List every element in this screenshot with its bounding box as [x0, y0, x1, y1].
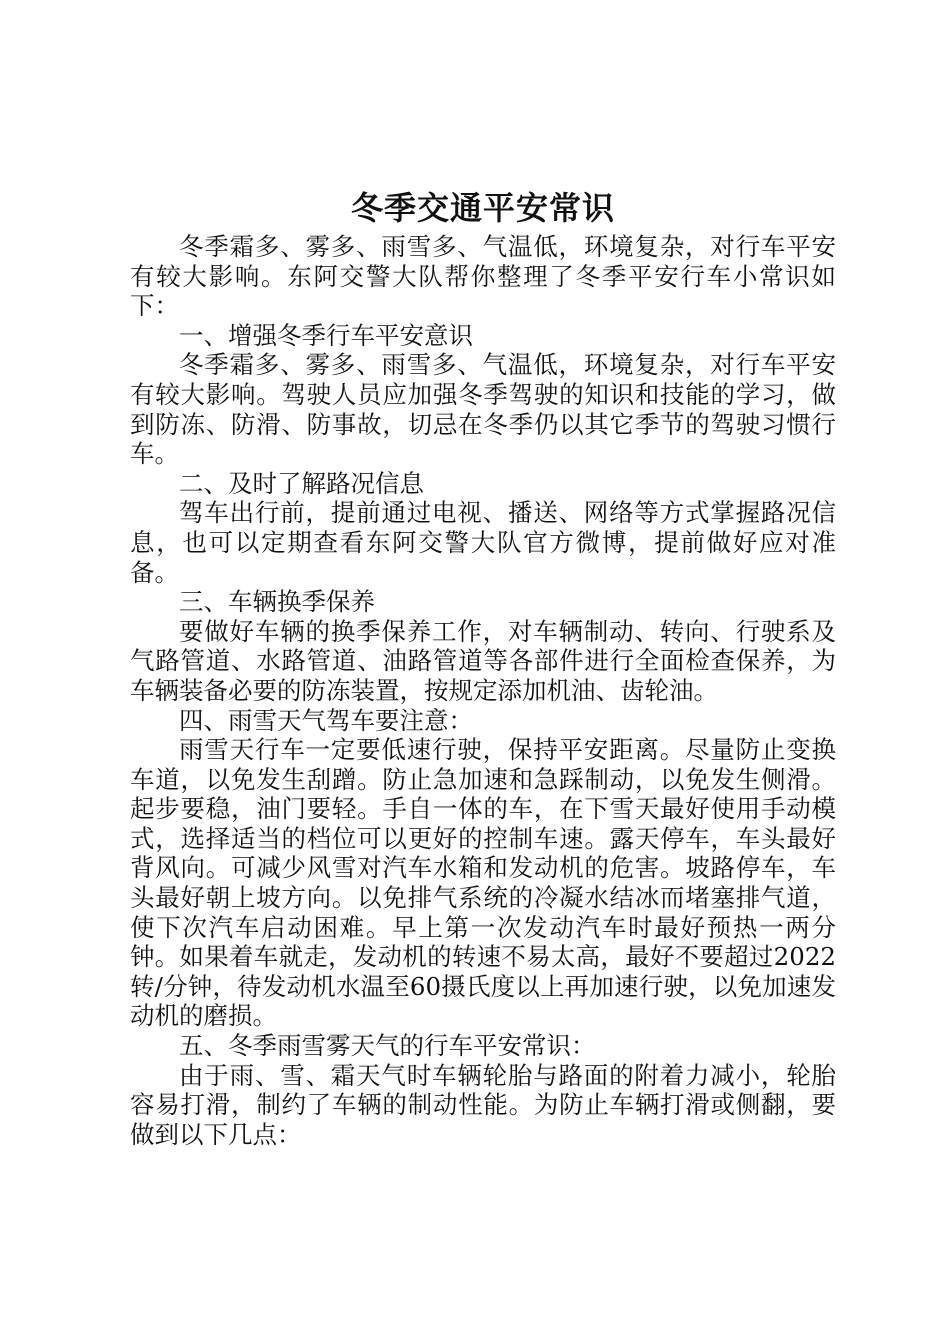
paragraph-intro: 冬季霜多、雾多、雨雪多、气温低，环境复杂，对行车平安有较大影响。东阿交警大队帮你整理了冬季平安行车小常识如下： — [130, 232, 836, 321]
paragraph-section-5: 由于雨、雪、霜天气时车辆轮胎与路面的附着力减小，轮胎容易打滑，制约了车辆的制动性能。为防止车辆打滑或侧翻，要做到以下几点： — [130, 1060, 836, 1149]
document-page — [130, 184, 836, 1149]
document-title: 冬季交通平安常识 — [350, 189, 615, 227]
paragraph-section-3: 要做好车辆的换季保养工作，对车辆制动、转向、行驶系及气路管道、水路管道、油路管道等各部件进行全面检查保养，为车辆装备必要的防冻装置，按规定添加机油、齿轮油。 — [130, 616, 836, 705]
heading-section-4: 四、雨雪天气驾车要注意： — [179, 705, 473, 735]
heading-section-3: 三、车辆换季保养 — [179, 587, 375, 617]
heading-section-2: 二、及时了解路况信息 — [179, 468, 424, 498]
paragraph-section-4: 雨雪天行车一定要低速行驶，保持平安距离。尽量防止变换车道，以免发生刮蹭。防止急加速和急踩制动，以免发生侧滑。起步要稳，油门要轻。手自一体的车，在下雪天最好使用手动模式，选择适当的档位可以更好的控制车速。露天停车，车头最好背风向。可减少风雪对汽车水箱和发动机的危害。坡路停车，车头最好朝上坡方向。以免排气系统的冷凝水结冰而堵塞排气道，使下次汽车启动困难。早上第一次发动汽车时最好预热一两分钟。如果着车就走，发动机的转速不易太高，最好不要超过2022转/分钟，待发动机水温至60摄氏度以上再加速行驶，以免加速发动机的磨损。 — [130, 735, 836, 1031]
heading-section-5: 五、冬季雨雪雾天气的行车平安常识： — [179, 1031, 596, 1061]
paragraph-section-1: 冬季霜多、雾多、雨雪多、气温低，环境复杂，对行车平安有较大影响。驾驶人员应加强冬季驾驶的知识和技能的学习，做到防冻、防滑、防事故，切忌在冬季仍以其它季节的驾驶习惯行车。 — [130, 350, 836, 469]
heading-section-1: 一、增强冬季行车平安意识 — [179, 320, 473, 350]
paragraph-section-2: 驾车出行前，提前通过电视、播送、网络等方式掌握路况信息，也可以定期查看东阿交警大队官方微博，提前做好应对准备。 — [130, 498, 836, 587]
